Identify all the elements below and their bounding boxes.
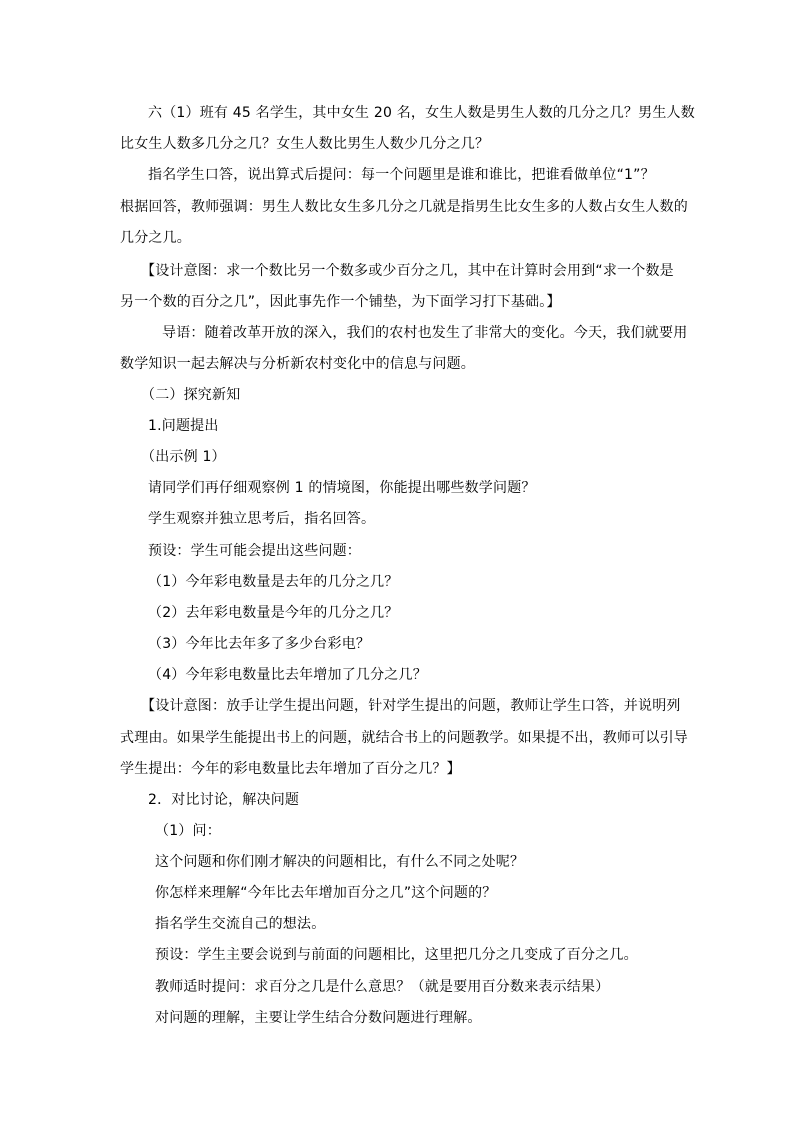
question-item: （3）今年比去年多了多少台彩电？ xyxy=(148,636,371,652)
question-item: （2）去年彩电数量是今年的几分之几？ xyxy=(148,605,399,621)
design-intent-line: 学生提出：今年的彩电数量比去年增加了百分之几？】 xyxy=(120,761,461,777)
design-intent-line: 【设计意图：放手让学生提出问题，针对学生提出的问题，教师让学生口答，并说明列 xyxy=(141,698,681,714)
paragraph-line: 数学知识一起去解决与分析新农村变化中的信息与问题。 xyxy=(120,356,475,372)
design-intent-line: 另一个数的百分之几”，因此事先作一个铺垫，为下面学习打下基础。】 xyxy=(120,294,561,310)
design-intent-line: 式理由。如果学生能提出书上的问题，就结合书上的问题教学。如果提不出，教师可以引导 xyxy=(120,730,688,746)
design-intent-line: 【设计意图：求一个数比另一个数多或少百分之几，其中在计算时会用到“求一个数是 xyxy=(141,263,674,279)
subsection-heading: 2．对比讨论，解决问题 xyxy=(148,792,300,808)
paragraph-line: 你怎样来理解“今年比去年增加百分之几”这个问题的？ xyxy=(155,885,497,901)
paragraph-line: 六（1）班有 45 名学生，其中女生 20 名，女生人数是男生人数的几分之几？男生人数 xyxy=(148,105,695,121)
question-item: （4）今年彩电数量比去年增加了几分之几？ xyxy=(148,667,427,683)
paragraph-line: 请同学们再仔细观察例 1 的情境图，你能提出哪些数学问题？ xyxy=(148,480,536,496)
paragraph-line: 预设：学生可能会提出这些问题： xyxy=(148,543,361,559)
question-item: （1）今年彩电数量是去年的几分之几？ xyxy=(148,574,399,590)
section-heading: （二）探究新知 xyxy=(141,387,241,403)
paragraph-line: 指名学生口答，说出算式后提问：每一个问题里是谁和谁比，把谁看做单位“1”？ xyxy=(148,167,655,183)
paragraph-line: 对问题的理解，主要让学生结合分数问题进行理解。 xyxy=(155,1010,482,1026)
question-label: （1）问： xyxy=(155,823,221,839)
example-label: （出示例 1） xyxy=(141,449,226,465)
paragraph-line: 指名学生交流自己的想法。 xyxy=(155,916,326,932)
subsection-heading: 1.问题提出 xyxy=(148,418,219,434)
paragraph-line: 几分之几。 xyxy=(120,230,191,246)
paragraph-line: 预设：学生主要会说到与前面的问题相比，这里把几分之几变成了百分之几。 xyxy=(155,947,638,963)
paragraph-line: 比女生人数多几分之几？女生人数比男生人数少几分之几？ xyxy=(120,136,490,152)
paragraph-line: 这个问题和你们刚才解决的问题相比，有什么不同之处呢？ xyxy=(155,854,525,870)
paragraph-line: 教师适时提问：求百分之几是什么意思？（就是要用百分数来表示结果） xyxy=(155,979,610,995)
paragraph-line: 导语：随着改革开放的深入，我们的农村也发生了非常大的变化。今天，我们就要用 xyxy=(162,325,688,341)
paragraph-line: 根据回答，教师强调：男生人数比女生多几分之几就是指男生比女生多的人数占女生人数的 xyxy=(120,199,688,215)
paragraph-line: 学生观察并独立思考后，指名回答。 xyxy=(148,511,376,527)
